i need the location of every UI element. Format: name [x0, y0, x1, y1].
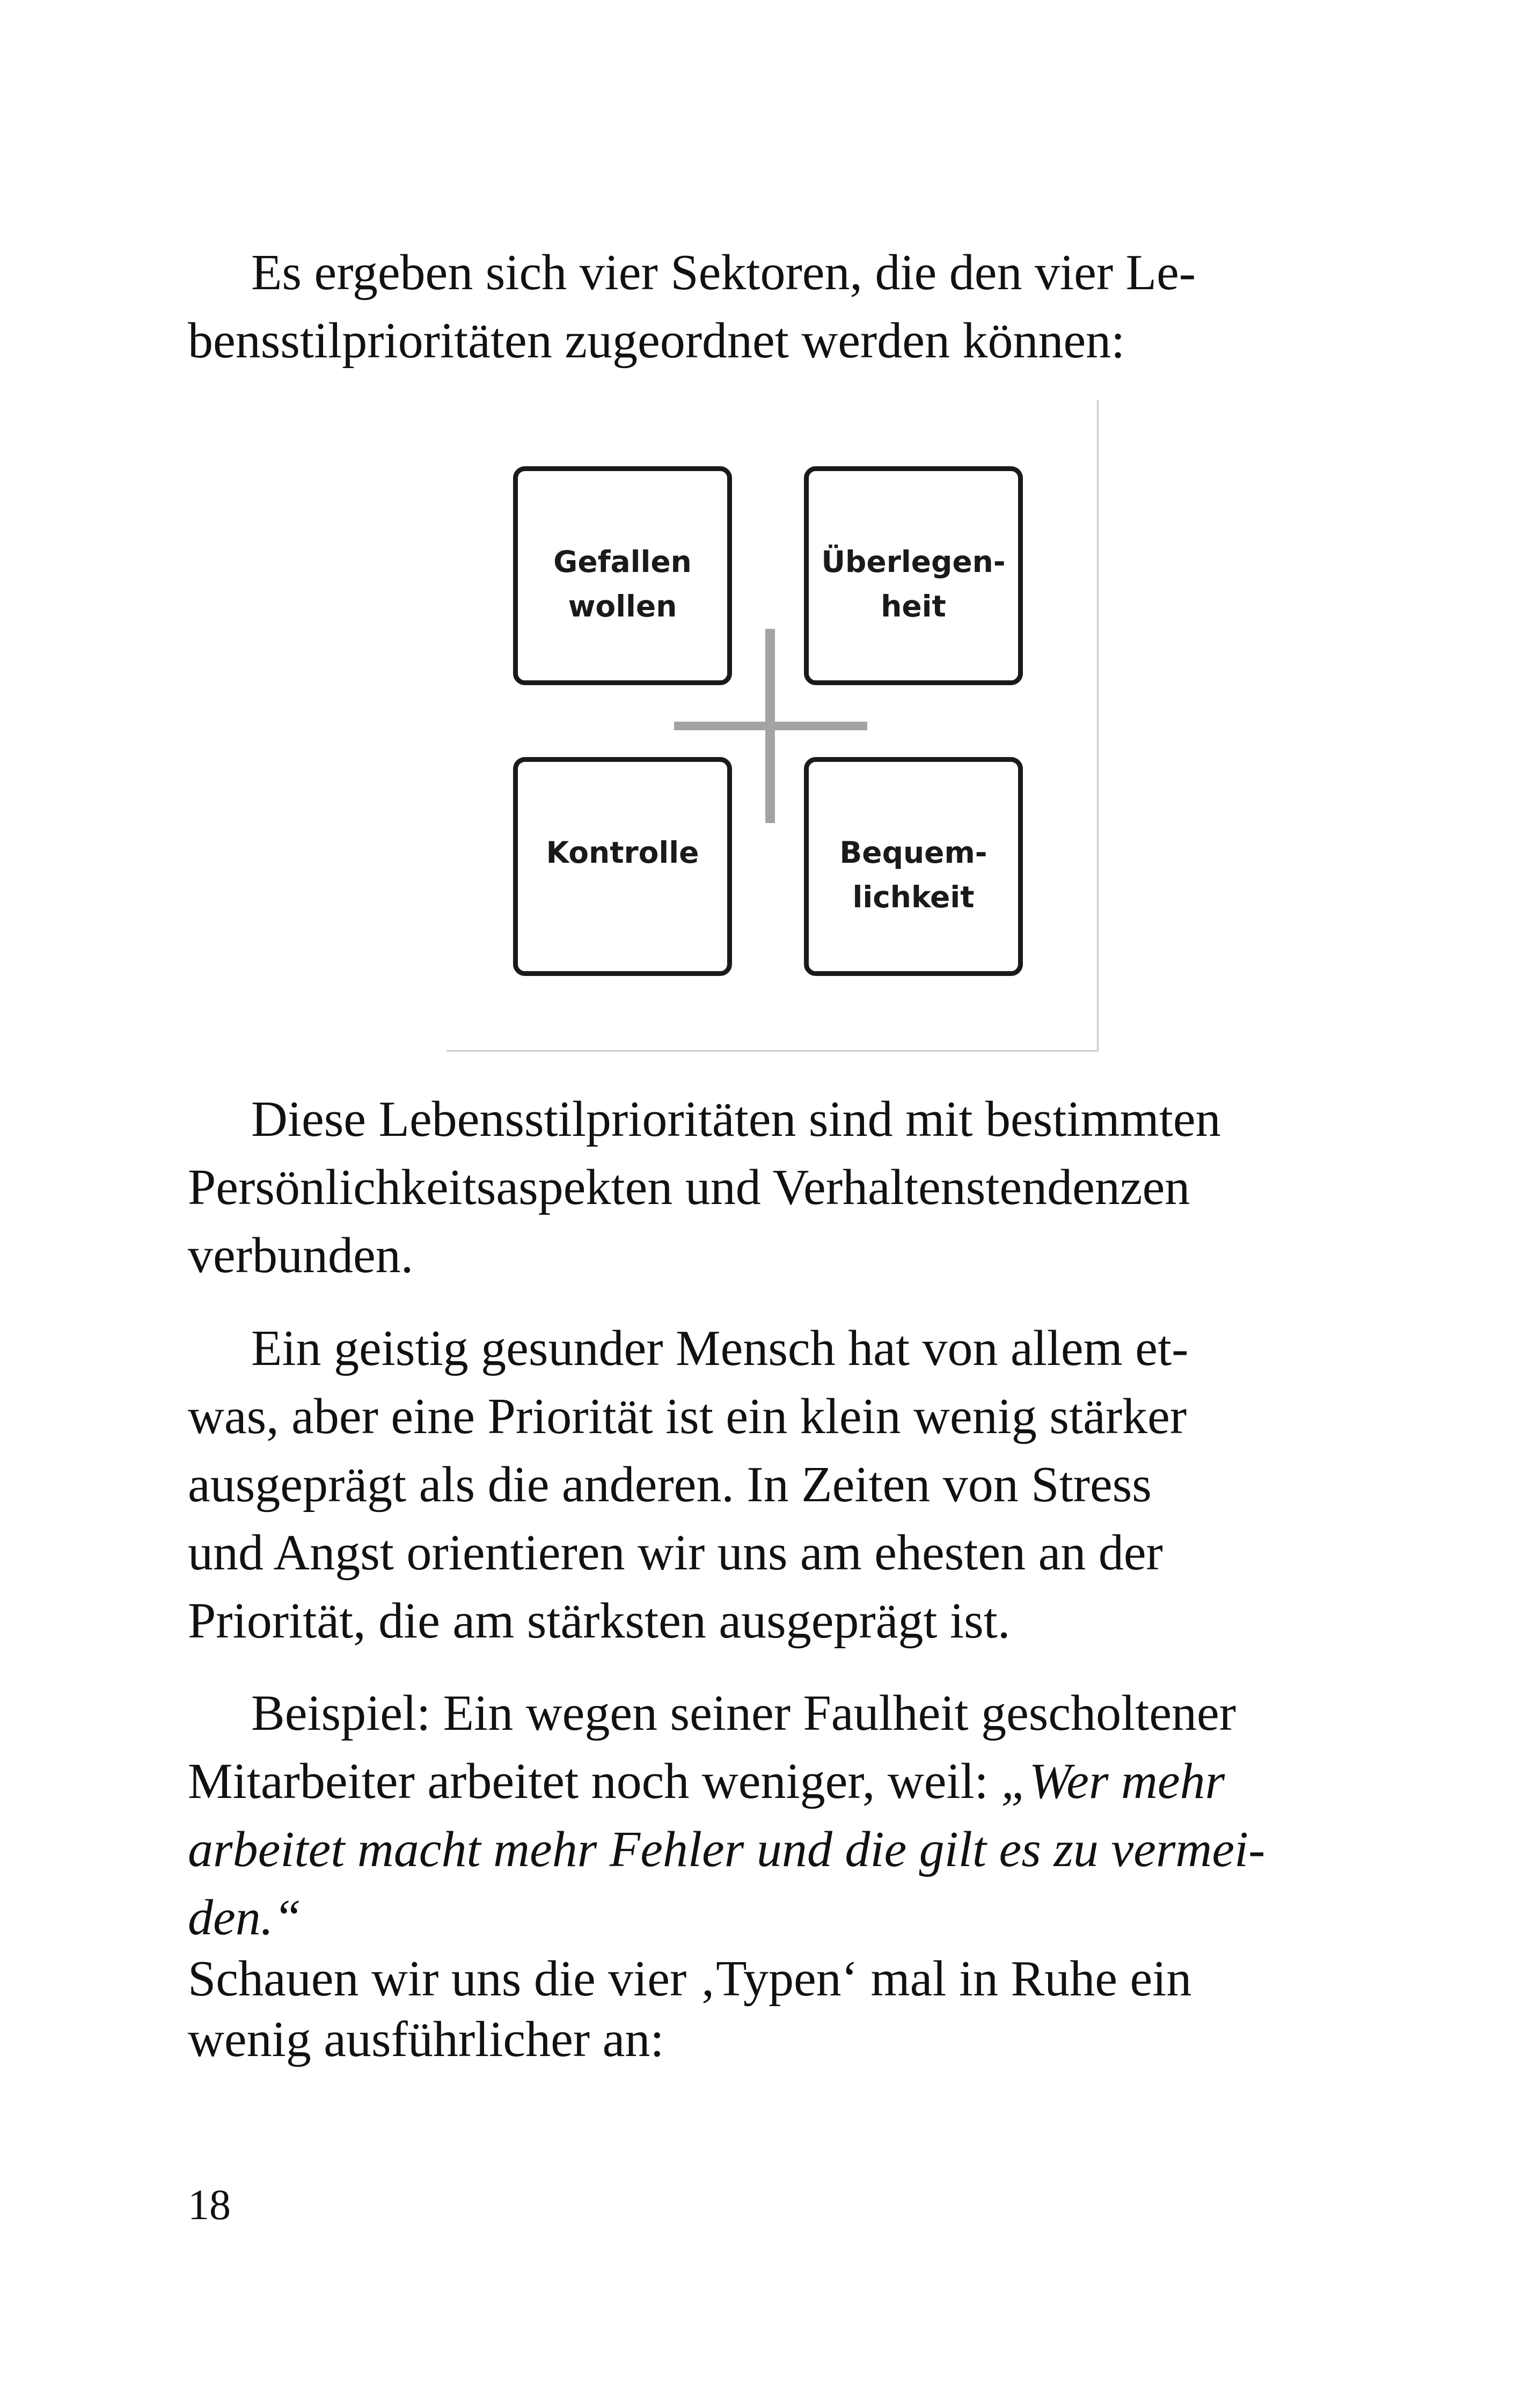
paragraph-example	[188, 1679, 1304, 1952]
box-label-line: Bequem-	[839, 835, 987, 870]
box-label-line: Kontrolle	[546, 835, 699, 870]
quote-line: arbeitet macht mehr Fehler und die gilt es zu vermei-	[188, 1822, 1265, 1877]
box-label-line: wollen	[568, 589, 677, 623]
text-line: Ein geistig gesunder Mensch hat von allem et-	[251, 1320, 1189, 1376]
text-line: und Angst orientieren wir uns am ehesten an der	[188, 1525, 1163, 1581]
box-label	[553, 540, 692, 680]
paragraph-personality	[188, 1085, 1304, 1290]
quote-italic: „Wer mehr	[1001, 1753, 1225, 1809]
text-line: was, aber eine Priorität ist ein klein wenig stärker	[188, 1389, 1187, 1444]
text-line: Es ergeben sich vier Sektoren, die den vier Le-	[251, 245, 1196, 300]
box-label	[821, 540, 1005, 680]
text-line: Diese Lebensstilprioritäten sind mit bestimmten	[251, 1091, 1221, 1147]
box-label-line: Gefallen	[553, 545, 692, 579]
cross-vertical-bar	[765, 629, 775, 823]
text-plain: Mitarbeiter arbeitet noch weniger, weil:	[188, 1753, 1001, 1809]
text-line: ausgeprägt als die anderen. In Zeiten von Stress	[188, 1457, 1152, 1513]
box-label	[839, 831, 987, 971]
quote-line: den.“	[188, 1890, 302, 1946]
intro-paragraph	[188, 239, 1304, 375]
text-line: Beispiel: Ein wegen seiner Faulheit gescholtener	[251, 1685, 1236, 1741]
text-line: Schauen wir uns die vier ‚Typen‘ mal in Ruhe ein	[188, 1951, 1192, 2007]
box-label-line: heit	[881, 589, 946, 623]
box-gefallen-wollen	[513, 466, 732, 685]
paragraph-healthy-person	[188, 1315, 1304, 1655]
box-label-line: Überlegen-	[821, 545, 1006, 579]
box-ueberlegenheit	[804, 466, 1023, 685]
text-line: bensstilprioritäten zugeordnet werden können:	[188, 313, 1125, 369]
text-line: Priorität, die am stärksten ausgeprägt ist.	[188, 1593, 1011, 1649]
page-number: 18	[188, 2182, 231, 2229]
text-line: verbunden.	[188, 1228, 414, 1283]
text-line: Persönlichkeitsaspekten und Verhaltenstendenzen	[188, 1159, 1190, 1215]
box-label	[546, 831, 699, 971]
paragraph-types	[188, 1949, 1304, 2070]
text-line: wenig ausführlicher an:	[188, 2011, 664, 2067]
box-label-line: lichkeit	[852, 880, 975, 914]
box-bequemlichkeit	[804, 757, 1023, 976]
lifestyle-priorities-diagram	[447, 400, 1099, 1052]
box-kontrolle	[513, 757, 732, 976]
text-line	[188, 1748, 1304, 1816]
